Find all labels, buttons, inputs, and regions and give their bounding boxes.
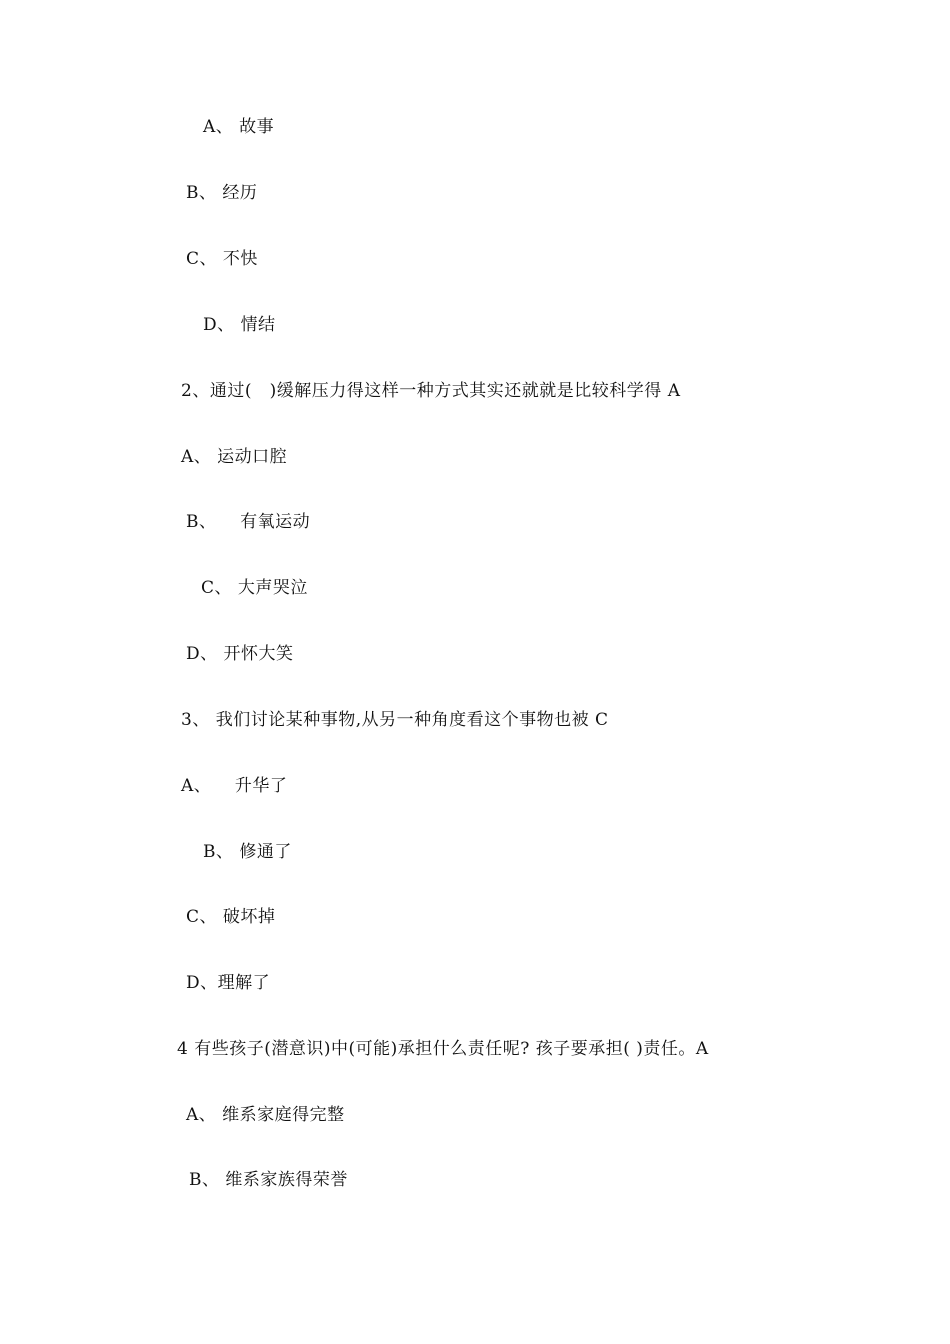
q3-option-a: A、 升华了 bbox=[181, 776, 288, 796]
q3-option-c: C、 破坏掉 bbox=[186, 907, 276, 927]
q2-option-b: B、 有氧运动 bbox=[186, 512, 311, 532]
q3-option-d: D、理解了 bbox=[186, 973, 271, 993]
q1-option-a: A、 故事 bbox=[203, 117, 275, 137]
q2-option-a: A、 运动口腔 bbox=[181, 447, 288, 467]
question-2: 2、通过( )缓解压力得这样一种方式其实还就就是比较科学得 A bbox=[181, 381, 681, 401]
q4-option-b: B、 维系家族得荣誉 bbox=[189, 1170, 348, 1190]
q1-option-d: D、 情结 bbox=[203, 315, 276, 335]
q1-option-c: C、 不快 bbox=[186, 249, 258, 269]
question-3: 3、 我们讨论某种事物,从另一种角度看这个事物也被 C bbox=[181, 710, 609, 730]
q1-option-b: B、 经历 bbox=[186, 183, 258, 203]
question-4: 4 有些孩子(潜意识)中(可能)承担什么责任呢? 孩子要承担( )责任。A bbox=[177, 1039, 709, 1059]
q2-option-d: D、 开怀大笑 bbox=[186, 644, 294, 664]
q2-option-c: C、 大声哭泣 bbox=[201, 578, 308, 598]
q3-option-b: B、 修通了 bbox=[203, 842, 292, 862]
q4-option-a: A、 维系家庭得完整 bbox=[186, 1105, 345, 1125]
